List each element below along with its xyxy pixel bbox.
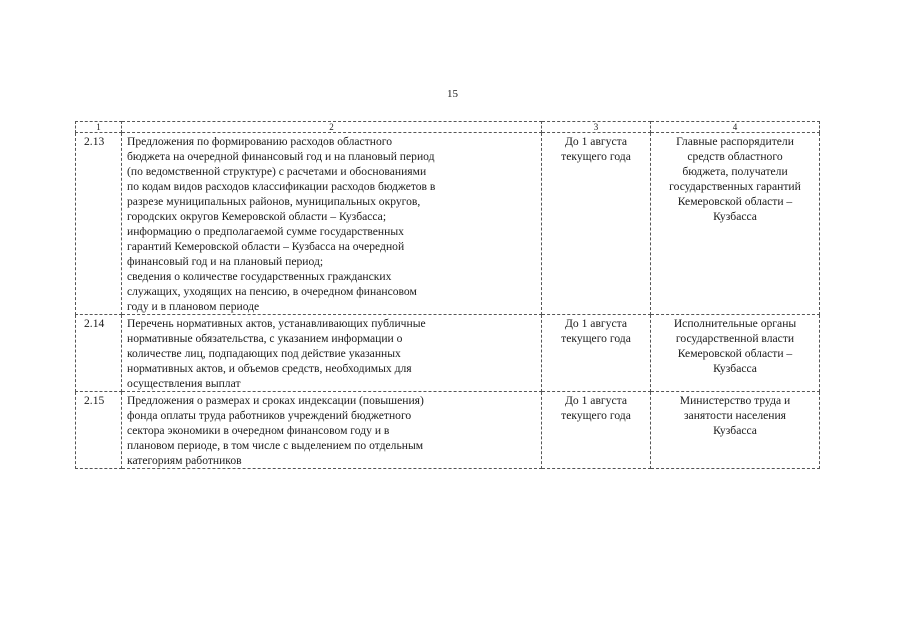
deadline-line: текущего года xyxy=(561,409,631,422)
description-line: сведения о количестве государственных гражданских xyxy=(127,270,392,283)
row-description xyxy=(122,315,542,392)
row-responsible xyxy=(651,133,820,315)
responsible-line: государственной власти xyxy=(675,332,795,345)
row-responsible xyxy=(651,315,820,392)
description-line: году и в плановом периоде xyxy=(127,300,260,313)
responsible-line: средств областного xyxy=(687,150,783,163)
page-number: 15 xyxy=(447,88,458,100)
table-row xyxy=(76,392,820,469)
table-row xyxy=(76,315,820,392)
description-line: бюджета на очередной финансовый год и на плановый период xyxy=(127,150,435,163)
description-line: осуществления выплат xyxy=(127,377,241,390)
description-line: сектора экономики в очередном финансовом году и в xyxy=(127,424,390,437)
description-line: городских округов Кемеровской области – Кузбасса; xyxy=(127,210,387,223)
row-deadline xyxy=(542,392,651,469)
row-responsible xyxy=(651,392,820,469)
description-line: фонда оплаты труда работников учреждений бюджетного xyxy=(127,409,412,422)
responsible-line: Главные распорядители xyxy=(676,135,794,148)
column-header-number: 1 xyxy=(76,122,122,133)
deadline-line: текущего года xyxy=(561,332,631,345)
responsible-line: государственных гарантий xyxy=(669,180,801,193)
description-line: количестве лиц, подпадающих под действие указанных xyxy=(127,347,401,360)
description-line: плановом периоде, в том числе с выделением по отдельным xyxy=(127,439,424,452)
description-line: категориям работников xyxy=(127,454,242,467)
responsible-line: Кемеровской области – xyxy=(677,347,793,360)
column-header-description: 2 xyxy=(122,122,542,133)
deadlines-table xyxy=(75,121,820,469)
row-number: 2.15 xyxy=(76,392,122,469)
description-line: гарантий Кемеровской области – Кузбасса на очередной xyxy=(127,240,405,253)
responsible-line: Министерство труда и xyxy=(679,394,791,407)
table-header-row xyxy=(76,122,820,133)
description-line: Предложения о размерах и сроках индексации (повышения) xyxy=(127,394,424,407)
column-header-responsible: 4 xyxy=(651,122,820,133)
row-deadline xyxy=(542,133,651,315)
description-line: информацию о предполагаемой сумме государственных xyxy=(127,225,404,238)
responsible-line: Кемеровской области – xyxy=(677,195,793,208)
description-line: служащих, уходящих на пенсию, в очередном финансовом xyxy=(127,285,417,298)
description-line: нормативных актов, и объемов средств, необходимых для xyxy=(127,362,412,375)
responsible-line: занятости населения xyxy=(683,409,787,422)
description-line: разрезе муниципальных районов, муниципальных округов, xyxy=(127,195,421,208)
deadline-line: До 1 августа xyxy=(565,135,627,148)
row-number: 2.14 xyxy=(76,315,122,392)
description-line: финансовый год и на плановый период; xyxy=(127,255,324,268)
responsible-line: Исполнительные органы xyxy=(673,317,797,330)
deadline-line: До 1 августа xyxy=(565,394,627,407)
table-row xyxy=(76,133,820,315)
description-line: (по ведомственной структуре) с расчетами и обоснованиями xyxy=(127,165,427,178)
responsible-line: Кузбасса xyxy=(713,424,757,437)
deadline-line: текущего года xyxy=(561,150,631,163)
column-header-deadline: 3 xyxy=(542,122,651,133)
description-line: нормативные обязательства, с указанием информации о xyxy=(127,332,403,345)
row-number: 2.13 xyxy=(76,133,122,315)
description-line: по кодам видов расходов классификации расходов бюджетов в xyxy=(127,180,436,193)
responsible-line: Кузбасса xyxy=(713,210,757,223)
row-deadline xyxy=(542,315,651,392)
responsible-line: бюджета, получатели xyxy=(682,165,788,178)
description-line: Предложения по формированию расходов областного xyxy=(127,135,393,148)
row-description xyxy=(122,133,542,315)
responsible-line: Кузбасса xyxy=(713,362,757,375)
deadline-line: До 1 августа xyxy=(565,317,627,330)
row-description xyxy=(122,392,542,469)
description-line: Перечень нормативных актов, устанавливающих публичные xyxy=(127,317,426,330)
